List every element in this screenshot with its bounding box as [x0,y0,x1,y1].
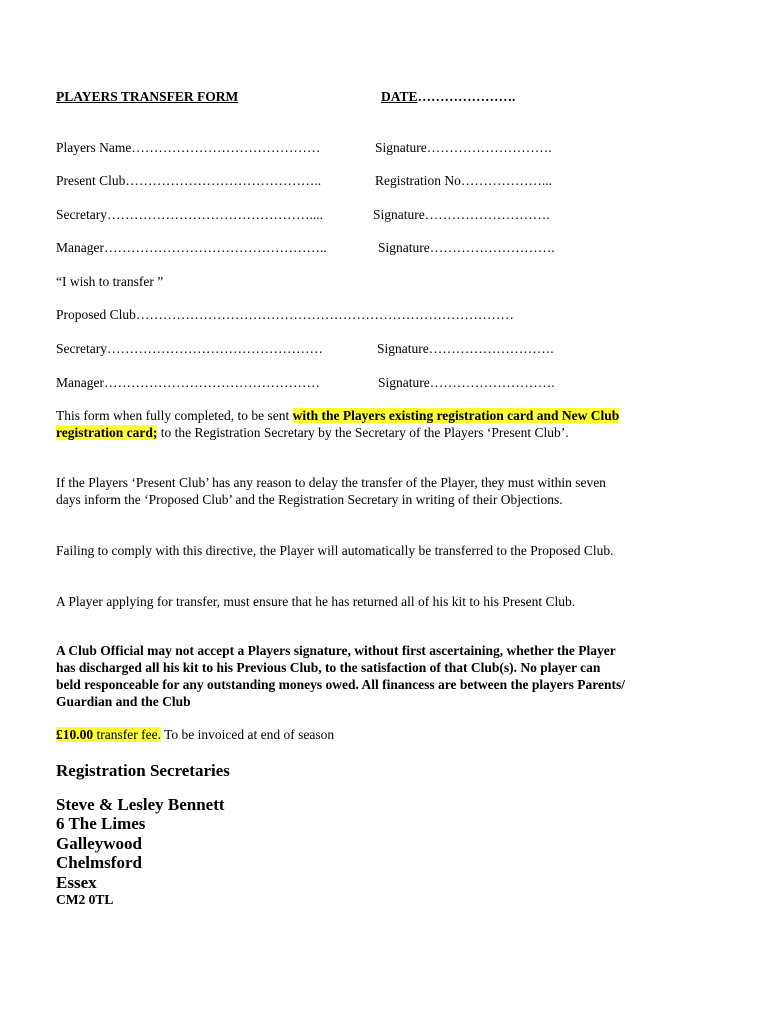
registration-heading: Registration Secretaries [56,761,230,780]
address-line: Galleywood [56,834,142,853]
instructions-highlight: with the Players existing registration card and New Club registration card; [56,408,620,440]
proposed-manager-field: Manager………………………………………… [56,375,320,390]
address-line: Steve & Lesley Bennett [56,795,225,814]
date-label: DATE [381,89,418,104]
registration-no-field: Registration No………………... [375,173,552,188]
wish-to-transfer-text: “I wish to transfer ” [56,274,164,289]
objections-paragraph: If the Players ‘Present Club’ has any reason to delay the transfer of the Player, they must within seven days inform the ‘Proposed Club’ and the Registration Secretary in writing of their Objections. [56,475,606,507]
present-manager-field: Manager………………………………………….. [56,240,327,255]
directive-paragraph: Failing to comply with this directive, the Player will automatically be transferred to the Proposed Club. [56,543,614,558]
proposed-manager-signature-field: Signature………………………. [378,375,555,390]
players-name-field: Players Name…………………………………… [56,140,321,155]
address-line: Essex [56,873,97,892]
present-club-field: Present Club…………………………………….. [56,173,322,188]
address-line: 6 The Limes [56,814,146,833]
instructions-paragraph [56,407,626,441]
fee-amount: £10.00 [56,727,94,742]
instructions-text-2: to the Registration Secretary by the Secretary of the Players ‘Present Club’. [157,425,569,440]
proposed-secretary-field: Secretary………………………………………… [56,341,323,356]
fee-note: To be invoiced at end of season [160,727,335,742]
postcode: CM2 0TL [56,892,114,907]
date-field [381,89,515,105]
form-title: PLAYERS TRANSFER FORM [56,89,239,104]
transfer-fee-line [56,727,334,743]
present-secretary-field: Secretary……………………………………….... [56,207,323,222]
players-signature-field: Signature………………………. [375,140,552,155]
present-secretary-signature-field: Signature………………………. [373,207,550,222]
proposed-secretary-signature-field: Signature………………………. [377,341,554,356]
fee-label: transfer fee. [93,727,161,742]
club-official-paragraph: A Club Official may not accept a Players signature, without first ascertaining, whether the Player has discharged all his kit to his Previous Club, to the satisfaction of that Club(s). No player can beld responceable for any outstanding moneys owed. All financess are between the players Parents/ Guardian and the Club [56,643,626,709]
proposed-club-field: Proposed Club………………………………………………………………………… [56,307,514,322]
present-manager-signature-field: Signature………………………. [378,240,555,255]
instructions-text-1: This form when fully completed, to be sent [56,408,293,423]
kit-return-paragraph: A Player applying for transfer, must ensure that he has returned all of his kit to his Present Club. [56,594,576,609]
address-line: Chelmsford [56,853,142,872]
date-dots: …………………. [417,89,516,104]
